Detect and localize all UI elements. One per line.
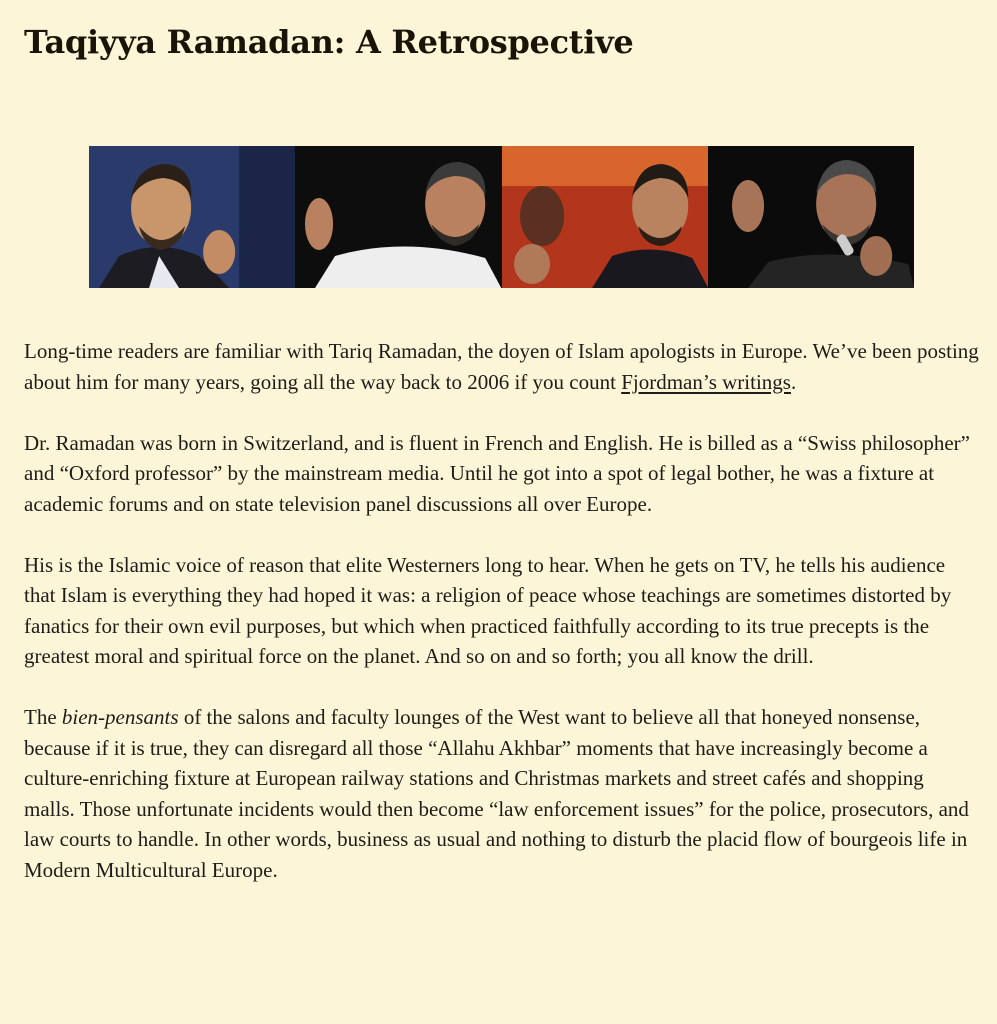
italic-term: bien-pensants	[61, 705, 179, 729]
banner-photo-4	[708, 146, 914, 288]
paragraph-4: The bien-pensants of the salons and faculty lounges of the West want to believe all that honeyed nonsense, because if it is true, they can disregard all those “Allahu Akhbar” moments that have increasingly become a culture-enriching fixture at European railway stations and Christmas markets and street cafés and shopping malls. Those unfortunate incidents would then become “law enforcement issues” for the police, prosecutors, and law courts to handle. In other words, business as usual and nothing to disturb the placid flow of bourgeois life in Modern Multicultural Europe.	[24, 705, 969, 882]
paragraph-1: Long-time readers are familiar with Tariq Ramadan, the doyen of Islam apologists in Europe. We’ve been posting about him for many years, going all the way back to 2006 if you count Fjordman’s writings.	[24, 339, 979, 394]
banner-photo-1	[89, 146, 295, 288]
banner-photo-3	[502, 146, 708, 288]
article-title: Taqiyya Ramadan: A Retrospective	[24, 23, 634, 61]
paragraph-2: Dr. Ramadan was born in Switzerland, and is fluent in French and English. He is billed as a “Swiss philosopher” and “Oxford professor” by the mainstream media. Until he got into a spot of legal bother, he was a fixture at academic forums and on state television panel discussions all over Europe.	[24, 430, 970, 516]
fjordman-writings-link[interactable]: Fjordman’s writings	[621, 369, 791, 394]
article-body	[24, 336, 979, 916]
banner-image	[89, 146, 914, 288]
paragraph-3: His is the Islamic voice of reason that elite Westerners long to hear. When he gets on TV, he tells his audience that Islam is everything they had hoped it was: a religion of peace whose teachings are sometimes distorted by fanatics for their own evil purposes, but which when practiced faithfully according to its true precepts is the greatest moral and spiritual force on the planet. And so on and so forth; you all know the drill.	[24, 552, 952, 668]
banner-photo-2	[295, 146, 501, 288]
